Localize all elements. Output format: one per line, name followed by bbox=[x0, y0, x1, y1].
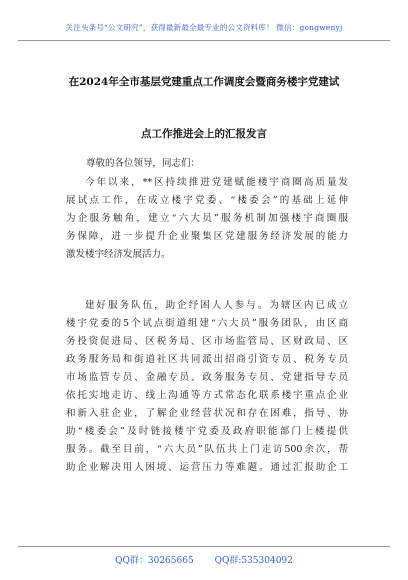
paragraph-line: 激发楼宇经济发展活力。 bbox=[66, 249, 171, 260]
salutation: 尊敬的各位领导，同志们： bbox=[86, 158, 201, 169]
header-divider bbox=[18, 40, 390, 41]
paragraph-line: 务保障，进一步提升企业聚集区党建服务经济发展的能力 bbox=[66, 231, 348, 242]
paragraph-line: 市场监管专员、金融专员、政务服务专员、党建指导专员 bbox=[66, 372, 348, 383]
paragraph-line: 助“楼委会”及时链接楼宇党委及政府职能部门上楼提供 bbox=[66, 426, 348, 437]
paragraph-line: 今年以来，**区持续推进党建赋能楼宇商圈高质量发 bbox=[85, 177, 348, 188]
footer-qq-group: QQ群：30265665 bbox=[115, 556, 194, 566]
footer-divider bbox=[18, 546, 390, 547]
paragraph-line: 政务服务局和街道社区共同派出招商引资专员、税务专员 bbox=[66, 354, 348, 365]
paragraph-line: 展试点工作，在成立楼宇党委、“楼委会”的基础上延伸 bbox=[66, 195, 348, 206]
paragraph-line: 建好服务队伍，助企纾困人人参与。为辖区内已成立 bbox=[85, 300, 348, 311]
paragraph-line: 助企业解决用人困境、运营压力等难题。通过汇报助企工 bbox=[66, 462, 348, 473]
paragraph-line: 务投资促进局、区税务局、区市场监管局、区财政局、区 bbox=[66, 336, 348, 347]
document-title-line-2: 点工作推进会上的汇报发言 bbox=[141, 128, 267, 140]
header-banner: 关注头条号“公文研究”，获得最新最全最专业的公文资料库！ 微信：gongwenyj bbox=[65, 23, 343, 32]
footer bbox=[0, 553, 408, 566]
document-title-line-1: 在2024年全市基层党建重点工作调度会暨商务楼宇党建试 bbox=[68, 76, 340, 88]
paragraph-1 bbox=[66, 174, 348, 264]
paragraph-line: 服务。截至目前，“六大员”队伍共上门走访500余次，帮 bbox=[66, 444, 348, 455]
footer-qq-group-2: QQ群:535304092 bbox=[214, 556, 293, 566]
paragraph-line: 楼宇党委的5个试点街道组建“六大员”服务团队，由区商 bbox=[66, 318, 348, 329]
paragraph-line: 和新入驻企业，了解企业经营状况和存在困难，指导、协 bbox=[66, 408, 348, 419]
paragraph-line: 依托实地走访、线上沟通等方式常态化联系楼宇重点企业 bbox=[66, 390, 348, 401]
paragraph-line: 为企服务触角，建立“六大员”服务机制加强楼宇商圈服 bbox=[66, 213, 348, 224]
paragraph-2 bbox=[66, 297, 348, 477]
